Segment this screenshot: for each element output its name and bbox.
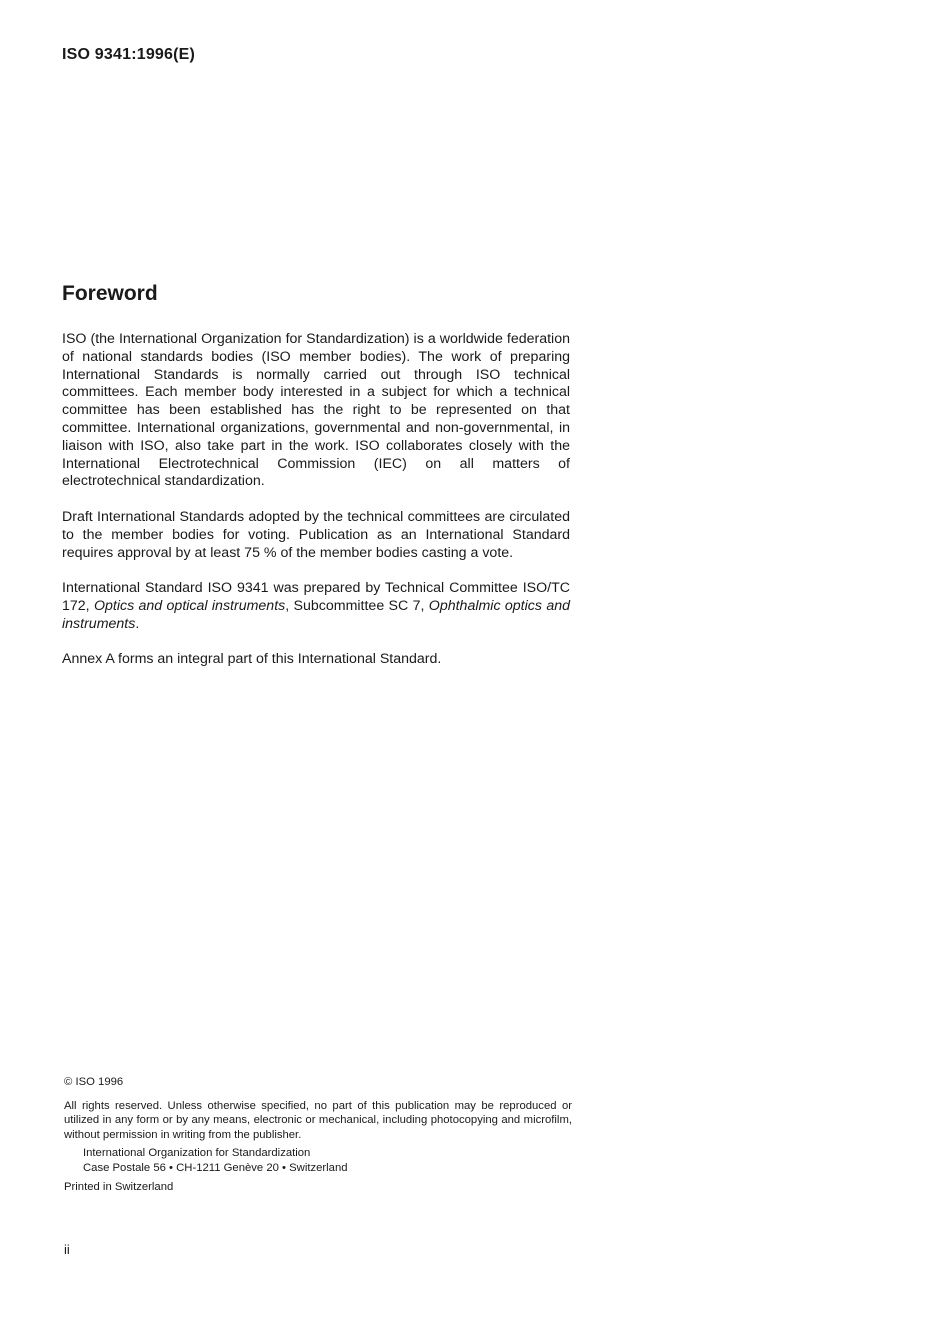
publisher-address (83, 1146, 572, 1175)
foreword-paragraph-4: Annex A forms an integral part of this International Standard. (62, 651, 442, 668)
copyright-block (64, 1075, 572, 1194)
address-line-1: International Organization for Standardization (83, 1147, 311, 1160)
foreword-heading: Foreword (62, 282, 158, 305)
para3-text-2: , Subcommittee SC 7, (285, 597, 429, 614)
printed-in: Printed in Switzerland (64, 1180, 174, 1193)
copyright-line: © ISO 1996 (64, 1076, 124, 1088)
foreword-paragraph-1: ISO (the International Organization for Standardization) is a worldwide federation of national standards bodies (ISO member bodies). The work of preparing International Standards is normally carried out through ISO technical committees. Each member body interested in a subject for which a technical committee has been established has the right to be represented on that committee. International organizations, governmental and non-governmental, in liaison with ISO, also take part in the work. ISO collaborates closely with the International Electrotechnical Commission (IEC) on all matters of electrotechnical standardization. (62, 331, 570, 490)
para3-text-3: . (135, 615, 140, 632)
para3-text-1: International Standard ISO 9341 was prepared by Technical Committee ISO/TC 172, (62, 580, 570, 614)
address-line-2: Case Postale 56 • CH-1211 Genève 20 • Switzerland (83, 1161, 348, 1174)
committee-name: Optics and optical instruments (93, 597, 286, 614)
foreword-paragraph-2: Draft International Standards adopted by the technical committees are circulated to the member bodies for voting. Publication as an International Standard requires approval by at least 75 % of the member bodies casting a vote. (62, 508, 570, 561)
document-id: ISO 9341:1996(E) (62, 46, 196, 63)
foreword-body (62, 331, 570, 687)
rights-statement: All rights reserved. Unless otherwise specified, no part of this publication may be reproduced or utilized in any form or by any means, electronic or mechanical, including photocopying and microfilm, without permission in writing from the publisher. (64, 1099, 572, 1141)
page-number: ii (64, 1242, 70, 1257)
subcommittee-name: Ophthalmic optics and instruments (62, 597, 570, 632)
foreword-paragraph-3 (62, 580, 570, 633)
